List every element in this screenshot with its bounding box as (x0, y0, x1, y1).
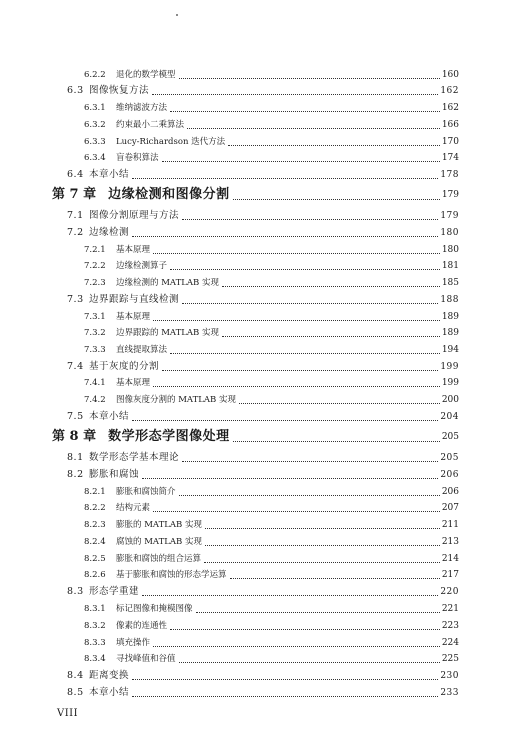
entry-title: 边缘检测算子 (116, 261, 168, 271)
entry-title: 本章小结 (89, 169, 130, 180)
entry-page-number: 213 (441, 537, 459, 547)
entry-page-number: 217 (441, 570, 459, 580)
entry-title: 图像灰度分割的 MATLAB 实现 (116, 395, 236, 405)
dot-leader (239, 403, 440, 404)
scan-speck (176, 14, 178, 16)
entry-page-number: 204 (440, 412, 459, 422)
entry-page-number: 233 (440, 688, 459, 698)
dot-leader (162, 161, 440, 162)
entry-title: 基本原理 (116, 312, 151, 322)
toc-subsection-entry (84, 635, 459, 651)
toc-subsection-entry (84, 342, 459, 358)
entry-page-number: 188 (440, 295, 459, 305)
entry-title: 数学形态学图像处理 (108, 429, 230, 444)
entry-title: 膨胀和腐蚀的组合运算 (116, 554, 202, 564)
toc-section-entry (67, 450, 459, 466)
entry-title: 约束最小二乘算法 (116, 120, 185, 130)
entry-number: 8.1 (67, 452, 84, 463)
entry-number: 8.2.4 (84, 537, 106, 547)
entry-number: 6.4 (67, 169, 84, 180)
entry-page-number: 189 (441, 312, 459, 322)
dot-leader (132, 420, 438, 421)
toc-subsection-entry (84, 258, 459, 274)
entry-number: 6.3.4 (84, 153, 106, 163)
dot-leader (152, 94, 438, 95)
dot-leader (170, 629, 440, 630)
dot-leader (205, 545, 440, 546)
toc-subsection-entry (84, 67, 459, 83)
toc-section-entry (67, 584, 459, 600)
entry-number: 8.3.1 (84, 604, 106, 614)
dot-leader (132, 236, 438, 237)
entry-title: 填充操作 (116, 638, 151, 648)
entry-title: 基于膨胀和腐蚀的形态学运算 (116, 570, 227, 580)
page-number-footer: VIII (57, 708, 79, 719)
entry-number: 第 7 章 (52, 187, 97, 202)
entry-number: 7.1 (67, 210, 84, 221)
dot-leader (142, 595, 438, 596)
entry-page-number: 185 (441, 278, 459, 288)
entry-page-number: 162 (441, 103, 459, 113)
entry-title: 维纳滤波方法 (116, 103, 168, 113)
entry-title: 图像分割原理与方法 (89, 210, 180, 221)
dot-leader (233, 441, 440, 442)
entry-page-number: 199 (441, 378, 459, 388)
entry-number: 8.5 (67, 687, 84, 698)
dot-leader (230, 578, 440, 579)
entry-page-number: 223 (441, 621, 459, 631)
entry-page-number: 178 (440, 170, 459, 180)
dot-leader (187, 128, 440, 129)
entry-page-number: 162 (440, 86, 459, 96)
toc-section-entry (67, 409, 459, 425)
dot-leader (179, 495, 440, 496)
dot-leader (182, 461, 438, 462)
entry-number: 8.3.2 (84, 621, 106, 631)
entry-number: 7.3.1 (84, 312, 106, 322)
entry-number: 7.2.3 (84, 278, 106, 288)
entry-title: 标记图像和掩模图像 (116, 604, 193, 614)
entry-page-number: 174 (441, 153, 459, 163)
entry-number: 8.3.4 (84, 654, 106, 664)
toc-subsection-entry (84, 325, 459, 341)
entry-title: 基本原理 (116, 378, 151, 388)
toc-section-entry (67, 359, 459, 375)
dot-leader (222, 336, 440, 337)
entry-page-number: 220 (440, 587, 459, 597)
entry-number: 8.2.5 (84, 554, 106, 564)
entry-page-number: 211 (441, 520, 459, 530)
entry-title: 退化的数学模型 (116, 70, 176, 80)
entry-page-number: 214 (441, 554, 459, 564)
entry-title: 距离变换 (89, 670, 130, 681)
toc-subsection-entry (84, 651, 459, 667)
toc-subsection-entry (84, 275, 459, 291)
entry-number: 8.2.3 (84, 520, 106, 530)
entry-title: 边界跟踪与直线检测 (89, 294, 180, 305)
toc-chapter-entry (52, 184, 459, 206)
entry-number: 7.2 (67, 227, 84, 238)
toc-subsection-entry (84, 618, 459, 634)
toc-subsection-entry (84, 484, 459, 500)
toc-subsection-entry (84, 534, 459, 550)
entry-page-number: 206 (440, 470, 459, 480)
dot-leader (132, 679, 438, 680)
toc-section-entry (67, 467, 459, 483)
dot-leader (132, 696, 438, 697)
entry-page-number: 199 (440, 362, 459, 372)
dot-leader (153, 511, 440, 512)
entry-number: 7.5 (67, 411, 84, 422)
dot-leader (153, 320, 440, 321)
entry-title: 图像恢复方法 (89, 85, 150, 96)
entry-title: 边缘检测和图像分割 (108, 187, 230, 202)
entry-page-number: 225 (441, 654, 459, 664)
toc-subsection-entry (84, 601, 459, 617)
entry-title: 形态学重建 (89, 586, 140, 597)
dot-leader (196, 612, 440, 613)
toc-subsection-entry (84, 567, 459, 583)
entry-title: 寻找峰值和谷值 (116, 654, 176, 664)
dot-leader (132, 178, 438, 179)
toc-section-entry (67, 292, 459, 308)
entry-page-number: 189 (441, 328, 459, 338)
entry-number: 7.4.1 (84, 378, 106, 388)
toc-subsection-entry (84, 375, 459, 391)
entry-number: 6.3.3 (84, 137, 106, 147)
toc-subsection-entry (84, 517, 459, 533)
toc-subsection-entry (84, 309, 459, 325)
toc-section-entry (67, 208, 459, 224)
entry-title: 边缘检测的 MATLAB 实现 (116, 278, 219, 288)
toc-subsection-entry (84, 500, 459, 516)
entry-number: 7.3 (67, 294, 84, 305)
entry-number: 8.4 (67, 670, 84, 681)
entry-number: 7.4 (67, 361, 84, 372)
entry-title: 本章小结 (89, 411, 130, 422)
entry-number: 7.4.2 (84, 395, 106, 405)
entry-title: 膨胀和腐蚀 (89, 469, 140, 480)
entry-page-number: 224 (441, 638, 459, 648)
entry-number: 8.2.2 (84, 503, 106, 513)
entry-title: 腐蚀的 MATLAB 实现 (116, 537, 202, 547)
toc-section-entry (67, 668, 459, 684)
entry-title: 数学形态学基本理论 (89, 452, 180, 463)
entry-page-number: 179 (441, 190, 459, 200)
dot-leader (153, 646, 440, 647)
entry-number: 8.3.3 (84, 638, 106, 648)
dot-leader (170, 269, 440, 270)
entry-page-number: 179 (440, 211, 459, 221)
toc-subsection-entry (84, 392, 459, 408)
entry-page-number: 205 (441, 432, 459, 442)
dot-leader (153, 386, 440, 387)
entry-title: 直线提取算法 (116, 345, 168, 355)
dot-leader (153, 253, 440, 254)
entry-number: 8.2.6 (84, 570, 106, 580)
entry-title: 本章小结 (89, 687, 130, 698)
entry-title: 基于灰度的分割 (89, 361, 160, 372)
dot-leader (204, 562, 440, 563)
entry-page-number: 207 (441, 503, 459, 513)
dot-leader (222, 286, 440, 287)
toc-section-entry (67, 225, 459, 241)
entry-number: 6.3.1 (84, 103, 106, 113)
entry-title: 边缘检测 (89, 227, 130, 238)
toc-chapter-entry (52, 426, 459, 448)
dot-leader (182, 219, 438, 220)
entry-title: 像素的连通性 (116, 621, 168, 631)
entry-title: 盲卷积算法 (116, 153, 159, 163)
dot-leader (179, 78, 440, 79)
entry-number: 6.3 (67, 85, 84, 96)
toc-subsection-entry (84, 100, 459, 116)
toc-subsection-entry (84, 134, 459, 150)
toc-subsection-entry (84, 150, 459, 166)
dot-leader (170, 111, 440, 112)
toc-section-entry (67, 685, 459, 701)
entry-title: Lucy-Richardson 迭代方法 (116, 137, 226, 147)
entry-title: 边界跟踪的 MATLAB 实现 (116, 328, 219, 338)
entry-number: 7.3.3 (84, 345, 106, 355)
entry-page-number: 160 (441, 70, 459, 80)
entry-number: 8.3 (67, 586, 84, 597)
dot-leader (233, 199, 440, 200)
entry-page-number: 194 (441, 345, 459, 355)
entry-page-number: 200 (441, 395, 459, 405)
toc-subsection-entry (84, 242, 459, 258)
entry-page-number: 221 (441, 604, 459, 614)
entry-number: 8.2 (67, 469, 84, 480)
entry-page-number: 166 (441, 120, 459, 130)
dot-leader (162, 370, 438, 371)
dot-leader (142, 478, 438, 479)
entry-page-number: 181 (441, 261, 459, 271)
dot-leader (228, 145, 440, 146)
dot-leader (179, 662, 440, 663)
entry-title: 膨胀和腐蚀简介 (116, 487, 176, 497)
entry-page-number: 206 (441, 487, 459, 497)
dot-leader (170, 353, 440, 354)
entry-number: 6.2.2 (84, 70, 106, 80)
entry-page-number: 170 (441, 137, 459, 147)
toc-subsection-entry (84, 551, 459, 567)
entry-number: 6.3.2 (84, 120, 106, 130)
entry-page-number: 180 (441, 245, 459, 255)
toc-section-entry (67, 83, 459, 99)
toc-subsection-entry (84, 117, 459, 133)
entry-number: 7.2.2 (84, 261, 106, 271)
entry-page-number: 205 (440, 453, 459, 463)
entry-page-number: 230 (440, 671, 459, 681)
entry-title: 基本原理 (116, 245, 151, 255)
entry-page-number: 180 (440, 228, 459, 238)
toc-section-entry (67, 167, 459, 183)
entry-title: 膨胀的 MATLAB 实现 (116, 520, 202, 530)
entry-number: 7.2.1 (84, 245, 106, 255)
entry-title: 结构元素 (116, 503, 151, 513)
entry-number: 7.3.2 (84, 328, 106, 338)
entry-number: 第 8 章 (52, 429, 97, 444)
dot-leader (205, 528, 440, 529)
entry-number: 8.2.1 (84, 487, 106, 497)
dot-leader (182, 303, 438, 304)
